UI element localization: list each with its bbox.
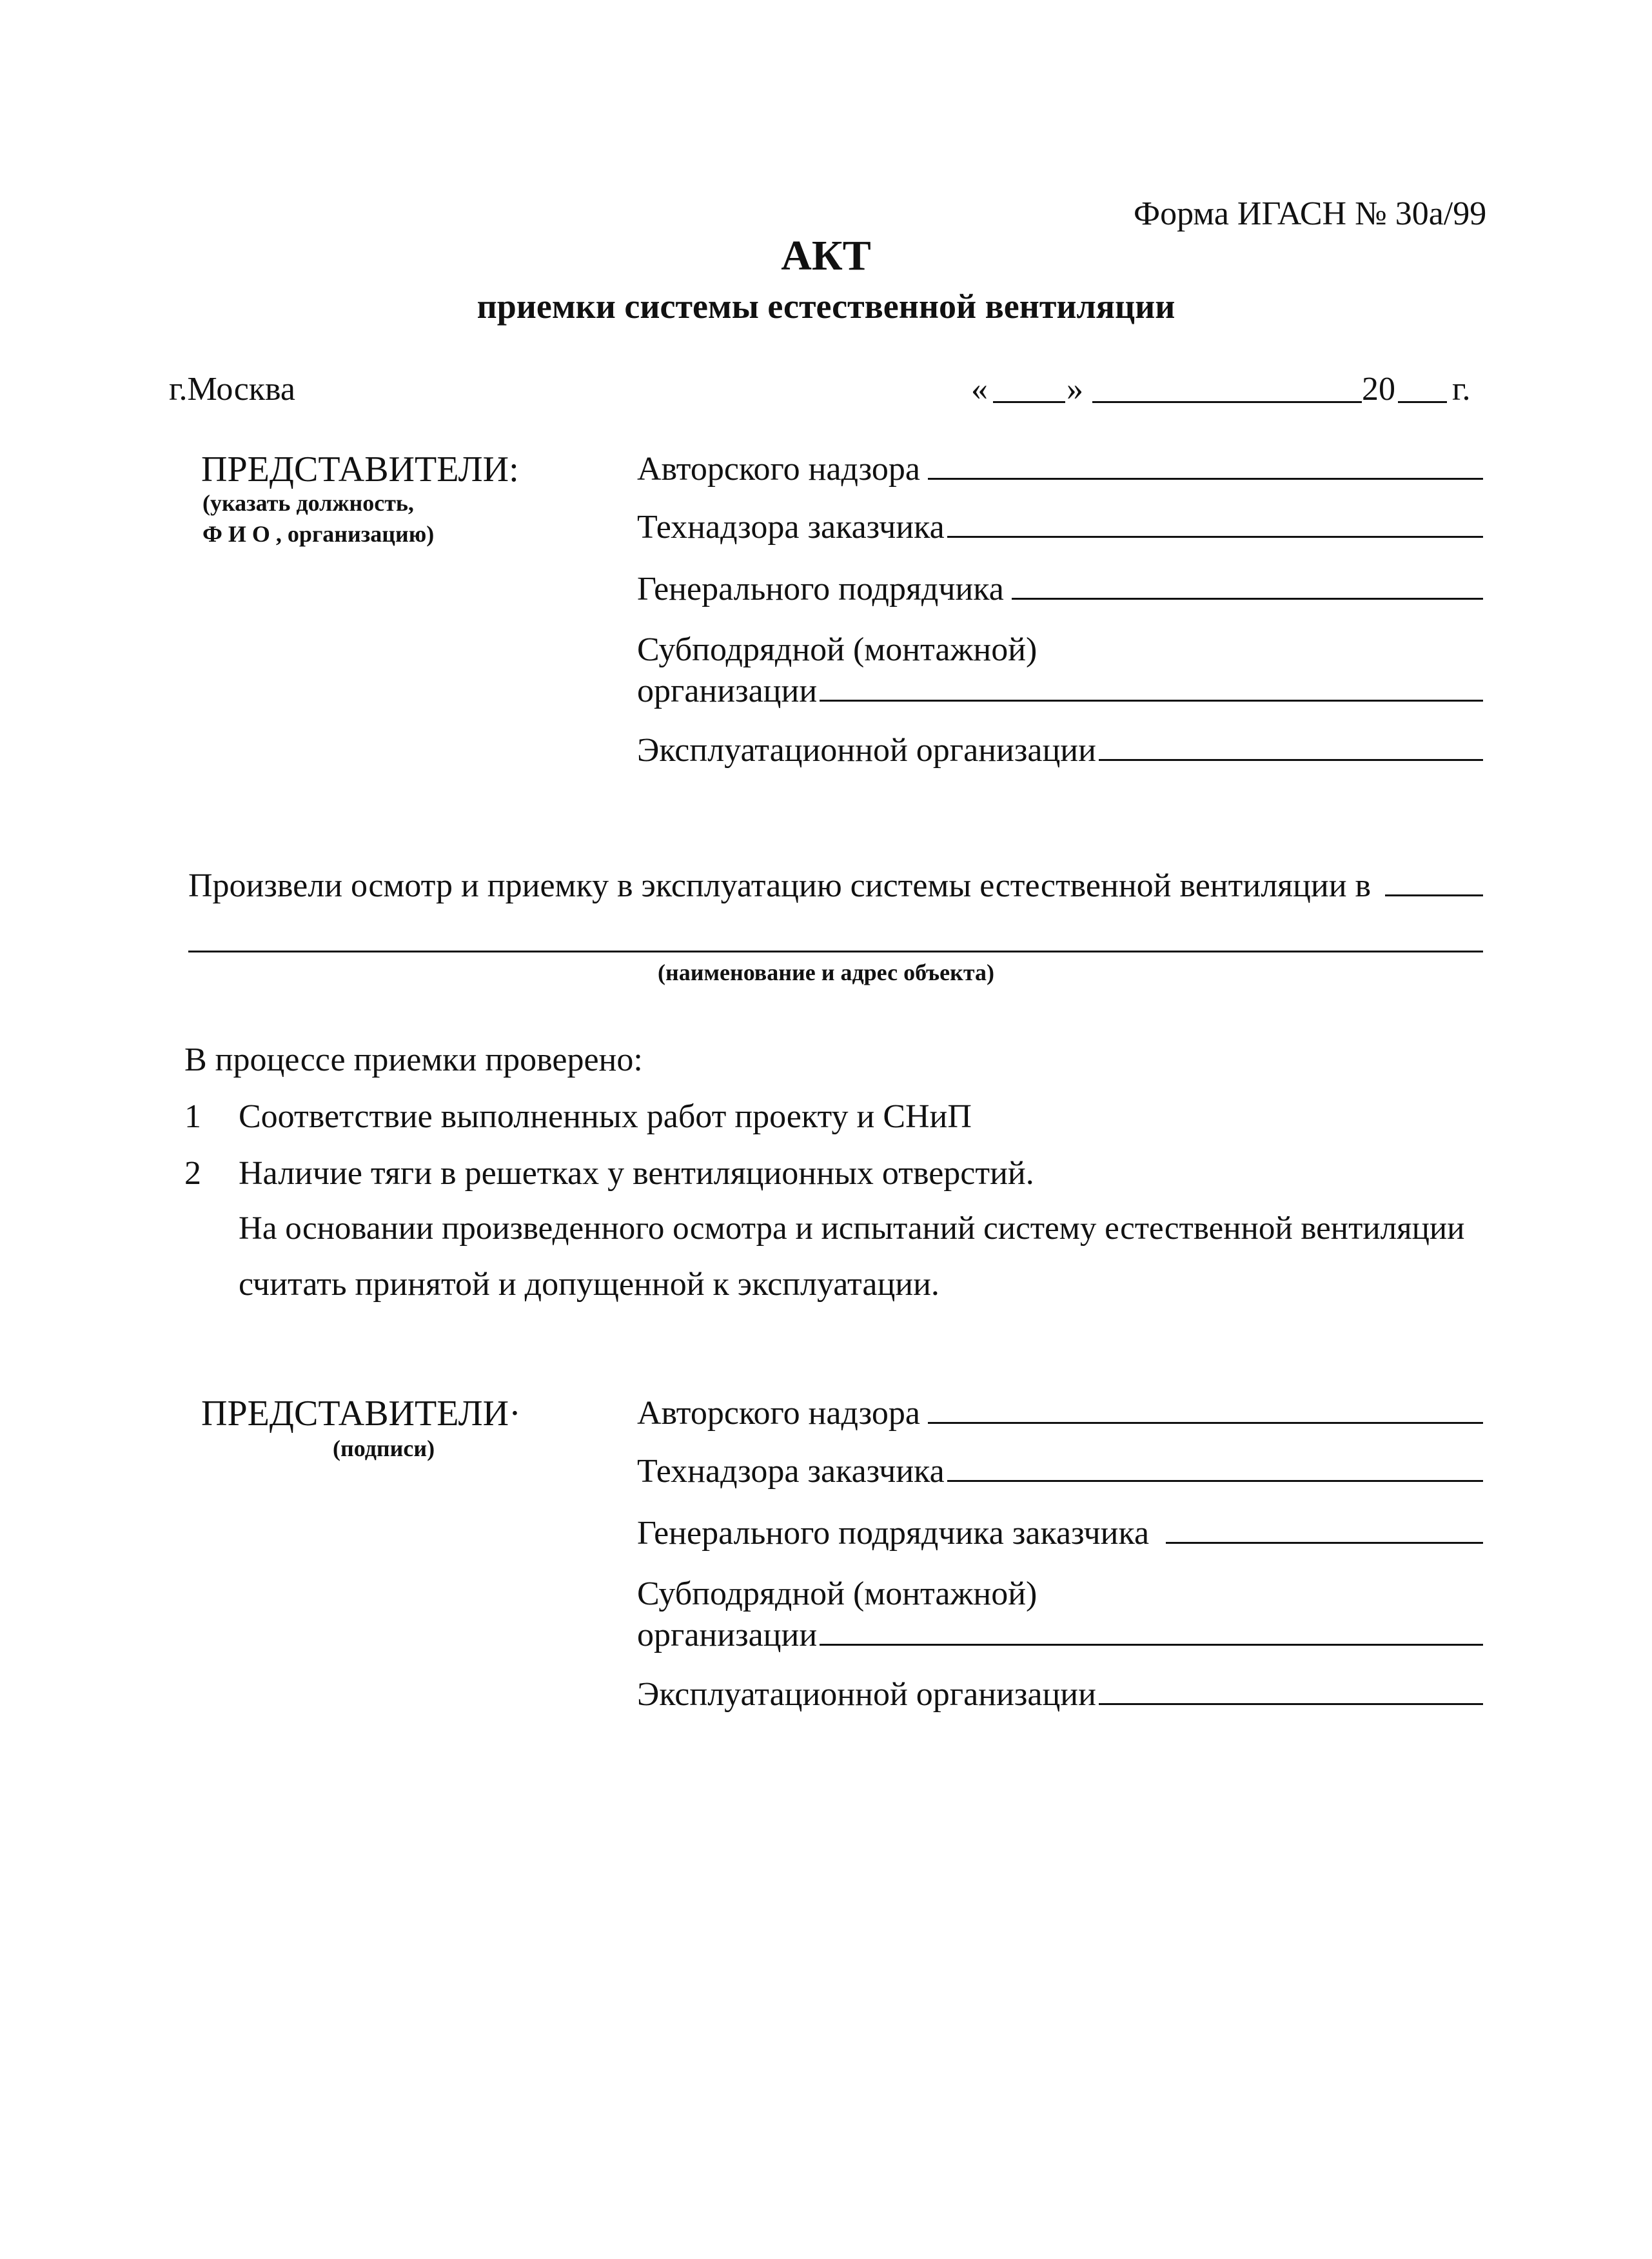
rep-general-contractor-label: Генерального подрядчика	[637, 571, 1004, 607]
rep-operating-org[interactable]	[637, 734, 1483, 767]
year-blank[interactable]	[1398, 401, 1447, 403]
representatives-heading: ПРЕДСТАВИТЕЛИ:	[201, 449, 519, 489]
rep-author-supervision-label: Авторского надзора	[637, 451, 920, 488]
sign-customer-tech-supervision-blank[interactable]	[947, 1479, 1483, 1482]
date-quote-open: «	[971, 371, 988, 408]
sign-author-supervision[interactable]	[637, 1397, 1483, 1430]
checked-item-1-number: 1	[184, 1098, 201, 1135]
representatives-note-2: Ф И О , организацию)	[202, 521, 435, 547]
sign-operating-org-label: Эксплуатационной организации	[637, 1676, 1096, 1713]
representatives-note-1: (указать должность,	[202, 490, 414, 516]
signatures-note: (подписи)	[333, 1435, 435, 1461]
checked-heading: В процессе приемки проверено:	[184, 1041, 643, 1078]
rep-subcontractor-label-2: организации	[637, 673, 818, 709]
date-quote-close: »	[1067, 371, 1083, 408]
object-caption: (наименование и адрес объекта)	[657, 960, 995, 985]
year-suffix: г.	[1452, 371, 1471, 408]
rep-customer-tech-supervision-label: Технадзора заказчика	[637, 509, 945, 546]
rep-general-contractor-blank[interactable]	[1012, 597, 1483, 600]
sign-customer-tech-supervision[interactable]	[637, 1455, 1483, 1488]
sign-general-contractor-blank[interactable]	[1166, 1541, 1483, 1544]
checked-item-2-text: Наличие тяги в решетках у вентиляционных отверстий.	[239, 1155, 1034, 1192]
day-blank[interactable]	[993, 401, 1065, 403]
signatures-heading: ПРЕДСТАВИТЕЛИ·	[201, 1394, 521, 1434]
year-prefix: 20	[1362, 371, 1395, 408]
inspection-text: Произвели осмотр и приемку в эксплуатацию системы естественной вентиляции в	[188, 867, 1372, 904]
sign-subcontractor-label: Субподрядной (монтажной)	[637, 1575, 1037, 1612]
checked-item-1-text: Соответствие выполненных работ проекту и СНиП	[239, 1098, 972, 1135]
rep-subcontractor[interactable]	[637, 675, 1483, 708]
sign-subcontractor-label-2: организации	[637, 1617, 818, 1653]
rep-author-supervision[interactable]	[637, 453, 1483, 486]
form-number: Форма ИГАСН № 30а/99	[1134, 195, 1487, 232]
object-blank-2[interactable]	[188, 951, 1483, 952]
sign-author-supervision-blank[interactable]	[928, 1421, 1483, 1424]
rep-subcontractor-label: Субподрядной (монтажной)	[637, 631, 1037, 668]
sign-operating-org-blank[interactable]	[1099, 1702, 1483, 1705]
sign-subcontractor-blank[interactable]	[820, 1643, 1483, 1646]
rep-author-supervision-blank[interactable]	[928, 477, 1483, 480]
sign-operating-org[interactable]	[637, 1678, 1483, 1712]
rep-subcontractor-blank[interactable]	[820, 699, 1483, 702]
sign-general-contractor[interactable]	[637, 1517, 1483, 1550]
rep-general-contractor[interactable]	[637, 573, 1483, 606]
rep-operating-org-label: Эксплуатационной организации	[637, 732, 1096, 769]
rep-customer-tech-supervision[interactable]	[637, 511, 1483, 544]
rep-operating-org-blank[interactable]	[1099, 758, 1483, 761]
document-subtitle: приемки системы естественной вентиляции	[477, 287, 1175, 326]
sign-author-supervision-label: Авторского надзора	[637, 1395, 920, 1432]
city: г.Москва	[169, 371, 295, 408]
sign-general-contractor-label: Генерального подрядчика заказчика	[637, 1515, 1150, 1552]
sign-subcontractor[interactable]	[637, 1619, 1483, 1652]
document-title: АКТ	[781, 232, 871, 279]
conclusion-line-2: считать принятой и допущенной к эксплуатации.	[239, 1266, 939, 1303]
inspection-statement[interactable]	[188, 869, 1483, 903]
checked-item-2-number: 2	[184, 1155, 201, 1192]
sign-customer-tech-supervision-label: Технадзора заказчика	[637, 1453, 945, 1490]
conclusion-line-1: На основании произведенного осмотра и испытаний систему естественной вентиляции	[239, 1210, 1465, 1247]
object-blank-1[interactable]	[1385, 894, 1483, 896]
rep-customer-tech-supervision-blank[interactable]	[947, 535, 1483, 538]
month-blank[interactable]	[1092, 401, 1362, 403]
